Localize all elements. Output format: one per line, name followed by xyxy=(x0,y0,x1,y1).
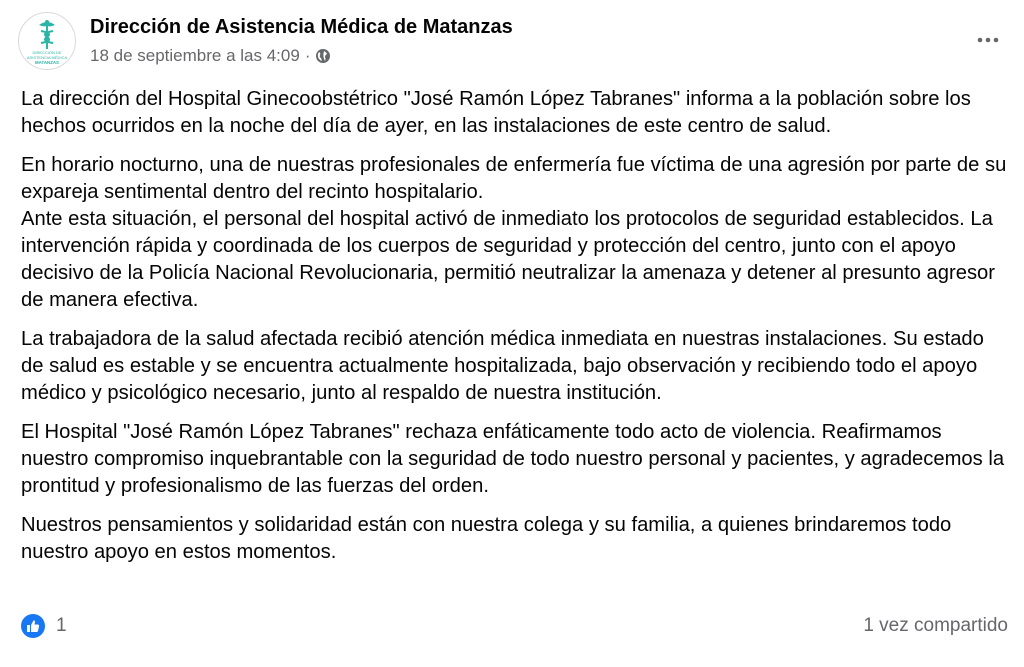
globe-icon xyxy=(315,48,331,64)
caduceus-logo-icon xyxy=(19,13,75,69)
post-body xyxy=(21,86,1011,578)
post-meta xyxy=(90,46,331,66)
like-count[interactable]: 1 xyxy=(56,615,67,636)
post-paragraph: En horario nocturno, una de nuestras profesionales de enfermería fue víctima de una agresión por parte de su expareja sentimental dentro del recinto hospitalario. Ante esta situación, el personal del hospital activó de inmediato los protocolos de seguridad establecidos. La intervención rápida y coordinada de los cuerpos de seguridad y protección del centro, junto con el apoyo decisivo de la Policía Nacional Revolucionaria, permitió neutralizar la amenaza y detener al presunto agresor de manera efectiva. xyxy=(21,154,1007,311)
logo-text-line2: ASISTENCIA MÉDICA xyxy=(26,55,68,60)
post-paragraph: La trabajadora de la salud afectada recibió atención médica inmediata en nuestras instalaciones. Su estado de salud es estable y se encuentra actualmente hospitalizada, bajo observación y recibiendo todo el apoyo médico y psicológico necesario, junto al respaldo de nuestra institución. xyxy=(21,328,984,404)
page-name-link[interactable]: Dirección de Asistencia Médica de Matanzas xyxy=(90,16,513,38)
post-paragraph: Nuestros pensamientos y solidaridad están con nuestra colega y su familia, a quienes brindaremos todo nuestro apoyo en estos momentos. xyxy=(21,514,952,563)
post-paragraph: La dirección del Hospital Ginecoobstétrico "José Ramón López Tabranes" informa a la población sobre los hechos ocurridos en la noche del día de ayer, en las instalaciones de este centro de salud. xyxy=(21,88,971,137)
shares-count[interactable]: 1 vez compartido xyxy=(863,615,1008,636)
meta-separator: · xyxy=(304,46,311,65)
post-footer xyxy=(21,612,1008,642)
more-options-icon xyxy=(976,36,1000,44)
like-reaction-button[interactable] xyxy=(21,614,45,638)
thumbs-up-icon xyxy=(26,619,40,633)
post-timestamp[interactable]: 18 de septiembre a las 4:09 xyxy=(90,46,300,65)
more-options-button[interactable] xyxy=(970,22,1006,58)
post-header xyxy=(18,12,1012,72)
logo-text-line3: MATANZAS xyxy=(35,60,59,65)
post-paragraph: El Hospital "José Ramón López Tabranes" rechaza enfáticamente todo acto de violencia. Reafirmamos nuestro compromiso inquebrantable con la seguridad de todo nuestro personal y pacientes, y agradecemos la prontitud y profesionalismo de las fuerzas del orden. xyxy=(21,421,1005,497)
logo-text-line1: DIRECCIÓN DE xyxy=(32,50,62,55)
avatar[interactable] xyxy=(18,12,76,70)
